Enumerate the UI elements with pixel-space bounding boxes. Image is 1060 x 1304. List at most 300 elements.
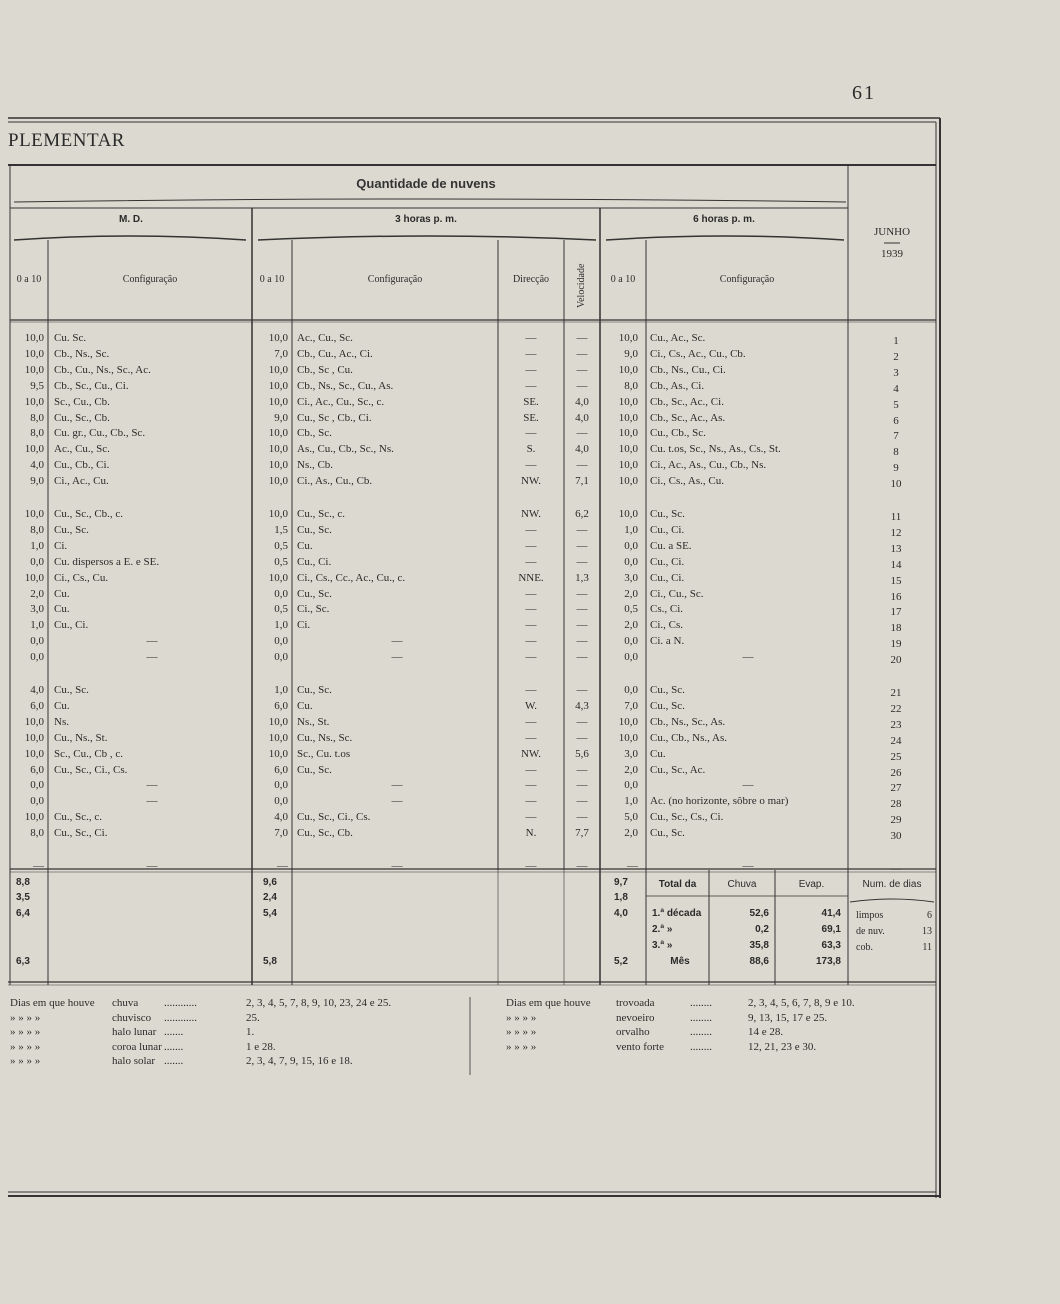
legend-prefix: » » » » [10, 1026, 41, 1038]
md-config-cell: Cu. dispersos a E. e SE. [54, 555, 160, 568]
h6-quantity-cell: 8,0 [624, 379, 638, 392]
md-config-cell: Cu., Sc., Cb. [54, 411, 110, 424]
md-quantity-cell: 1,0 [30, 619, 44, 632]
h3-total: 5,4 [263, 908, 277, 919]
velocity-cell: — [576, 363, 588, 376]
md-config-cell: — [146, 651, 158, 664]
h6-config-cell: Ci., Ac., As., Cu., Cb., Ns. [650, 459, 767, 472]
legend-label: halo lunar [112, 1026, 157, 1038]
md-quantity-cell: 4,0 [30, 684, 44, 696]
h3-quantity-cell: 10,0 [268, 459, 288, 472]
md-config-cell: Cu., Sc., Ci. [54, 827, 108, 840]
h3-quantity-cell: 10,0 [268, 395, 288, 408]
h6-total: 1,8 [614, 892, 628, 903]
velocity-cell: — [576, 715, 588, 728]
md-quantity-cell: 6,0 [30, 699, 44, 712]
h3-quantity-cell: 10,0 [268, 475, 288, 488]
h3-config-cell: Cu. [297, 699, 313, 712]
md-total: 3,5 [16, 892, 30, 903]
legend-prefix: » » » » [10, 1040, 41, 1053]
legend-dots: ........ [690, 1040, 712, 1053]
h6-config-cell: Ci., Cu., Sc. [650, 587, 704, 600]
md-quantity-cell: 1,0 [30, 539, 44, 552]
page-number: 61 [852, 82, 876, 104]
md-quantity-cell: 9,5 [30, 379, 44, 392]
h3-config-cell: Cb., Cu., Ac., Ci. [297, 347, 373, 360]
direction-cell: S. [526, 443, 536, 456]
md-quantity-cell: 3,0 [30, 603, 44, 616]
velocity-cell: 6,2 [575, 508, 589, 520]
velocity-cell: — [576, 763, 588, 776]
h6-config-cell: Cu., Sc. [650, 684, 685, 696]
legend-days: 2, 3, 4, 5, 6, 7, 8, 9 e 10. [748, 997, 855, 1009]
direction-cell: — [525, 811, 537, 824]
h3-quantity-cell: 6,0 [274, 699, 288, 712]
legend-label: nevoeiro [616, 1011, 655, 1024]
h3-config-cell: Ns., St. [297, 715, 330, 728]
summary-header-chuva: Chuva [727, 879, 757, 890]
md-config-cell: Sc., Cu., Cb. [54, 395, 110, 408]
md-quantity-cell: 8,0 [30, 427, 44, 440]
legend-days: 2, 3, 4, 5, 7, 8, 9, 10, 23, 24 e 25. [246, 997, 392, 1009]
day-cell: 7 [893, 430, 899, 443]
day-cell: 1 [893, 335, 899, 347]
h6-config-cell: Ci., Cs., As., Cu. [650, 475, 724, 488]
velocity-cell: — [576, 731, 588, 744]
day-cell: 22 [890, 702, 902, 715]
day-cell: 13 [890, 542, 902, 555]
md-quantity-cell: 9,0 [30, 475, 44, 488]
direction-cell: — [525, 587, 537, 600]
h3-config-cell: Cb., Sc , Cu. [297, 363, 353, 376]
h3-quantity-cell: 10,0 [268, 715, 288, 728]
scale-header-md: 0 a 10 [16, 274, 42, 285]
h3-config-cell: Ci., As., Cu., Cb. [297, 475, 373, 488]
direction-cell: — [525, 603, 537, 616]
direction-cell: W. [524, 699, 538, 712]
summary-header-evap: Evap. [798, 879, 825, 890]
h3-quantity-cell: 0,0 [274, 651, 288, 664]
group-header-6h: 6 horas p. m. [693, 214, 755, 225]
h6-config-cell: Cb., As., Ci. [650, 379, 705, 392]
md-config-cell: Ci. [54, 539, 68, 552]
num-dias-header: Num. de dias [862, 879, 922, 890]
velocity-cell: — [576, 635, 588, 648]
day-cell: 24 [890, 734, 902, 747]
md-config-cell: Cb., Cu., Ns., Sc., Ac. [54, 363, 151, 376]
day-cell: 2 [893, 350, 899, 363]
velocity-cell: — [576, 523, 588, 536]
md-quantity-cell: 10,0 [24, 571, 44, 584]
velocity-cell: — [576, 603, 588, 616]
legend-label: chuva [112, 997, 139, 1009]
velocity-cell: 7,1 [575, 475, 589, 488]
legend-label: halo solar [112, 1055, 156, 1067]
velocity-cell: — [576, 860, 588, 872]
direction-cell: — [525, 635, 537, 648]
md-config-cell: Cu., Sc., c. [54, 811, 102, 824]
h6-quantity-cell: 3,0 [624, 571, 638, 584]
md-config-cell: — [146, 795, 158, 808]
h3-config-cell: Cu., Sc. [297, 684, 332, 696]
h6-quantity-cell: 2,0 [624, 587, 638, 600]
h3-config-cell: Ci., Ac., Cu., Sc., c. [297, 395, 385, 408]
h3-quantity-cell: 0,5 [274, 603, 288, 616]
md-config-cell: Cu., Sc., Ci., Cs. [54, 763, 128, 776]
legend-days: 2, 3, 4, 7, 9, 15, 16 e 18. [246, 1055, 353, 1067]
h6-config-cell: Cu. a SE. [650, 539, 692, 552]
direction-cell: — [525, 459, 537, 472]
h3-quantity-cell: 1,5 [274, 523, 288, 536]
legend-days: 25. [246, 1011, 260, 1024]
h3-quantity-cell: — [277, 860, 288, 872]
config-header-6h: Configuração [719, 274, 775, 285]
velocity-cell: — [576, 427, 588, 440]
h3-config-cell: Cu., Sc. [297, 763, 332, 776]
h3-config-cell: — [391, 860, 403, 872]
md-config-cell: Ci., Cs., Cu. [54, 571, 109, 584]
h3-config-cell: — [391, 635, 403, 648]
h6-quantity-cell: 0,0 [624, 635, 638, 648]
direction-cell: — [525, 619, 537, 632]
day-cell: 23 [890, 718, 902, 731]
h3-quantity-cell: 7,0 [274, 347, 288, 360]
h3-quantity-cell: 0,5 [274, 539, 288, 552]
h3-quantity-cell: 0,0 [274, 795, 288, 808]
group-header-3h: 3 horas p. m. [395, 214, 457, 225]
h6-config-cell: Cb., Sc., Ac., As. [650, 411, 726, 424]
legend-label: coroa lunar [112, 1040, 162, 1053]
legend-days: 1 e 28. [246, 1040, 276, 1053]
day-cell: 5 [893, 398, 899, 411]
h6-quantity-cell: 10,0 [618, 395, 638, 408]
h6-config-cell: — [742, 779, 754, 792]
legend-dots: ........ [690, 997, 712, 1009]
h3-config-cell: Ci. [297, 619, 311, 632]
direction-cell: NNE. [518, 571, 544, 584]
velocity-cell: — [576, 379, 588, 392]
velocity-header: Velocidade [576, 263, 587, 308]
day-cell: 26 [890, 766, 902, 779]
h3-config-cell: As., Cu., Cb., Sc., Ns. [297, 443, 394, 456]
h6-config-cell: Ci. a N. [650, 635, 685, 648]
velocity-cell: — [576, 651, 588, 664]
h3-quantity-cell: 7,0 [274, 827, 288, 840]
scale-header-6h: 0 a 10 [610, 274, 636, 285]
num-dias-value: 13 [922, 926, 932, 937]
h3-config-cell: Cu., Sc., c. [297, 508, 345, 520]
h6-config-cell: Cu., Sc. [650, 508, 685, 520]
md-quantity-cell: 10,0 [24, 443, 44, 456]
h6-config-cell: Cu., Ci. [650, 523, 685, 536]
legend-days: 12, 21, 23 e 30. [748, 1040, 817, 1053]
h6-quantity-cell: 0,0 [624, 779, 638, 792]
direction-cell: NW. [520, 747, 542, 760]
summary-evap: 63,3 [821, 940, 841, 951]
velocity-cell: — [576, 347, 588, 360]
velocity-cell: — [576, 459, 588, 472]
md-quantity-cell: 10,0 [24, 747, 44, 760]
summary-header-total: Total da [658, 879, 697, 890]
h3-config-cell: Ci., Sc. [297, 603, 330, 616]
h6-quantity-cell: 10,0 [618, 332, 638, 344]
direction-cell: — [525, 555, 537, 568]
h3-quantity-cell: 10,0 [268, 379, 288, 392]
velocity-cell: — [576, 539, 588, 552]
direction-cell: — [525, 860, 537, 872]
summary-label: 2.ª » [652, 924, 673, 935]
h6-config-cell: Cs., Ci. [650, 603, 684, 616]
h3-total: 2,4 [263, 892, 277, 903]
day-cell: 18 [890, 622, 902, 635]
md-quantity-cell: 0,0 [30, 555, 44, 568]
md-quantity-cell: 8,0 [30, 827, 44, 840]
summary-label: 1.ª década [652, 908, 702, 919]
h3-config-cell: Cb., Ns., Sc., Cu., As. [297, 379, 394, 392]
md-quantity-cell: 10,0 [24, 811, 44, 824]
h6-config-cell: Cu., Sc. [650, 699, 685, 712]
direction-header: Direcção [512, 274, 550, 285]
md-config-cell: Sc., Cu., Cb , c. [54, 747, 124, 760]
h3-total: 9,6 [263, 877, 277, 888]
velocity-cell: — [576, 332, 588, 344]
h3-config-cell: Cu., Sc. [297, 587, 332, 600]
md-config-cell: — [146, 635, 158, 648]
direction-cell: — [525, 427, 537, 440]
h3-config-cell: Cu., Sc , Cb., Ci. [297, 411, 372, 424]
h3-quantity-cell: 0,0 [274, 779, 288, 792]
legend-prefix: Dias em que houve [506, 997, 591, 1009]
config-header-md: Configuração [122, 274, 178, 285]
h3-config-cell: Ci., Cs., Cc., Ac., Cu., c. [297, 571, 406, 584]
h6-config-cell: Ci., Cs. [650, 619, 684, 632]
h6-config-cell: Cu., Sc., Ac. [650, 763, 706, 776]
num-dias-label: limpos [856, 910, 884, 921]
direction-cell: — [525, 731, 537, 744]
h6-total: 9,7 [614, 877, 628, 888]
h6-quantity-cell: — [627, 860, 638, 872]
h3-quantity-cell: 10,0 [268, 508, 288, 520]
h6-quantity-cell: 0,0 [624, 684, 638, 696]
md-config-cell: Cb., Ns., Sc. [54, 347, 110, 360]
direction-cell: NW. [520, 508, 542, 520]
h3-quantity-cell: 9,0 [274, 411, 288, 424]
legend-dots: ............ [164, 1011, 197, 1024]
h6-config-cell: Cu., Cb., Sc. [650, 427, 706, 440]
year-label: 1939 [881, 248, 903, 260]
md-quantity-cell: 10,0 [24, 347, 44, 360]
velocity-cell: — [576, 619, 588, 632]
md-quantity-cell: 2,0 [30, 587, 44, 600]
direction-cell: — [525, 332, 537, 344]
legend-label: vento forte [616, 1040, 664, 1053]
legend-prefix: » » » » [506, 1011, 537, 1024]
md-quantity-cell: 6,0 [30, 763, 44, 776]
legend-days: 9, 13, 15, 17 e 25. [748, 1011, 828, 1024]
legend-label: chuvisco [112, 1011, 152, 1024]
h6-config-cell: Cu., Sc. [650, 827, 685, 840]
summary-chuva: 88,6 [749, 956, 769, 967]
direction-cell: — [525, 379, 537, 392]
md-quantity-cell: 0,0 [30, 779, 44, 792]
legend-dots: ........ [690, 1026, 712, 1038]
md-config-cell: Cu. [54, 587, 70, 600]
h6-quantity-cell: 0,0 [624, 555, 638, 568]
day-cell: 27 [890, 782, 902, 795]
h6-config-cell: Cu., Ci. [650, 571, 685, 584]
scale-header-3h: 0 a 10 [259, 274, 285, 285]
h6-config-cell: Cu., Cb., Ns., As. [650, 731, 728, 744]
num-dias-value: 6 [927, 910, 932, 921]
md-quantity-cell: 10,0 [24, 731, 44, 744]
velocity-cell: — [576, 555, 588, 568]
md-config-cell: Cu., Cb., Ci. [54, 459, 110, 472]
h6-config-cell: Cu., Ac., Sc. [650, 332, 706, 344]
day-cell: 10 [890, 478, 902, 491]
h6-quantity-cell: 0,0 [624, 651, 638, 664]
h3-config-cell: Cu., Ns., Sc. [297, 731, 353, 744]
md-quantity-cell: 10,0 [24, 332, 44, 344]
velocity-cell: 5,6 [575, 747, 589, 760]
direction-cell: NW. [520, 475, 542, 488]
summary-evap: 41,4 [821, 908, 841, 919]
md-quantity-cell: — [33, 860, 44, 872]
h6-quantity-cell: 10,0 [618, 411, 638, 424]
h3-quantity-cell: 1,0 [274, 619, 288, 632]
h6-quantity-cell: 10,0 [618, 731, 638, 744]
direction-cell: — [525, 684, 537, 696]
num-dias-label: cob. [856, 942, 873, 953]
h6-quantity-cell: 2,0 [624, 763, 638, 776]
h6-quantity-cell: 10,0 [618, 363, 638, 376]
velocity-cell: 4,0 [575, 395, 589, 408]
day-cell: 20 [890, 654, 902, 667]
h3-quantity-cell: 0,0 [274, 587, 288, 600]
md-config-cell: Cb., Sc., Cu., Ci. [54, 379, 129, 392]
velocity-cell: 4,3 [575, 699, 589, 712]
h6-config-cell: Cb., Sc., Ac., Ci. [650, 395, 724, 408]
h6-quantity-cell: 9,0 [624, 347, 638, 360]
section-title: PLEMENTAR [8, 130, 125, 151]
day-cell: 17 [890, 606, 902, 619]
h3-config-cell: — [391, 795, 403, 808]
day-cell: 12 [890, 526, 902, 539]
day-cell: 4 [893, 382, 899, 395]
md-config-cell: Ci., Ac., Cu. [54, 475, 109, 488]
legend-label: orvalho [616, 1026, 650, 1038]
legend-dots: ....... [164, 1055, 184, 1067]
md-config-cell: Cu., Sc., Cb., c. [54, 508, 124, 520]
legend-days: 1. [246, 1026, 255, 1038]
day-cell: 3 [893, 366, 899, 379]
md-quantity-cell: 4,0 [30, 459, 44, 472]
day-cell: 6 [893, 414, 899, 427]
h3-total: 5,8 [263, 956, 277, 967]
h6-quantity-cell: 1,0 [624, 795, 638, 808]
direction-cell: SE. [523, 395, 539, 408]
day-cell: 14 [890, 558, 902, 571]
h3-config-cell: Cu. [297, 539, 313, 552]
h6-config-cell: Cu., Ci. [650, 555, 685, 568]
h6-quantity-cell: 10,0 [618, 475, 638, 488]
day-cell: 30 [890, 830, 902, 843]
h6-quantity-cell: 10,0 [618, 443, 638, 456]
legend-label: trovoada [616, 997, 655, 1009]
h3-quantity-cell: 10,0 [268, 747, 288, 760]
h6-config-cell: Cb., Ns., Cu., Ci. [650, 363, 726, 376]
summary-chuva: 0,2 [755, 924, 769, 935]
md-config-cell: Ns. [54, 715, 69, 728]
h3-quantity-cell: 10,0 [268, 363, 288, 376]
direction-cell: — [525, 763, 537, 776]
velocity-cell: — [576, 684, 588, 696]
h3-config-cell: Ns., Cb. [297, 459, 334, 472]
h6-quantity-cell: 10,0 [618, 508, 638, 520]
md-quantity-cell: 8,0 [30, 523, 44, 536]
direction-cell: — [525, 795, 537, 808]
h6-config-cell: Cu., Sc., Cs., Ci. [650, 811, 724, 824]
h6-quantity-cell: 3,0 [624, 747, 638, 760]
velocity-cell: 4,0 [575, 411, 589, 424]
md-quantity-cell: 0,0 [30, 795, 44, 808]
direction-cell: N. [525, 827, 537, 840]
direction-cell: — [525, 651, 537, 664]
h3-quantity-cell: 0,0 [274, 635, 288, 648]
velocity-cell: 1,3 [575, 571, 589, 584]
month-label: JUNHO [873, 226, 911, 238]
h3-config-cell: Sc., Cu. t.os [297, 747, 351, 760]
h3-config-cell: Cb., Sc. [297, 427, 332, 440]
h3-quantity-cell: 1,0 [274, 684, 288, 696]
h3-config-cell: Cu., Sc. [297, 523, 332, 536]
h3-quantity-cell: 10,0 [268, 427, 288, 440]
h3-quantity-cell: 4,0 [274, 811, 288, 824]
day-cell: 25 [890, 750, 902, 763]
direction-cell: — [525, 523, 537, 536]
md-config-cell: Cu. [54, 603, 70, 616]
legend-prefix: Dias em que houve [10, 997, 95, 1009]
summary-label: 3.ª » [652, 940, 673, 951]
h6-quantity-cell: 5,0 [624, 811, 638, 824]
md-config-cell: Cu., Ns., St. [54, 731, 108, 744]
summary-evap: 173,8 [815, 956, 841, 967]
h3-quantity-cell: 0,5 [274, 555, 288, 568]
direction-cell: — [525, 363, 537, 376]
day-cell: 16 [890, 590, 902, 603]
legend-dots: ........ [690, 1011, 712, 1024]
h3-quantity-cell: 10,0 [268, 332, 288, 344]
md-quantity-cell: 0,0 [30, 651, 44, 664]
h6-quantity-cell: 2,0 [624, 827, 638, 840]
velocity-cell: — [576, 811, 588, 824]
num-dias-label: de nuv. [856, 926, 885, 937]
day-cell: 29 [890, 814, 902, 827]
md-total: 8,8 [16, 877, 30, 888]
velocity-cell: 7,7 [575, 827, 589, 840]
group-header-md: M. D. [119, 214, 143, 225]
day-cell: 21 [890, 687, 902, 699]
h3-config-cell: Cu., Sc., Cb. [297, 827, 353, 840]
day-cell: 28 [890, 798, 902, 811]
h6-quantity-cell: 2,0 [624, 619, 638, 632]
day-cell: 8 [893, 446, 899, 459]
direction-cell: — [525, 539, 537, 552]
legend-prefix: » » » » [10, 1055, 41, 1067]
h3-quantity-cell: 6,0 [274, 763, 288, 776]
md-quantity-cell: 10,0 [24, 715, 44, 728]
config-header-3h: Configuração [367, 274, 423, 285]
velocity-cell: — [576, 587, 588, 600]
